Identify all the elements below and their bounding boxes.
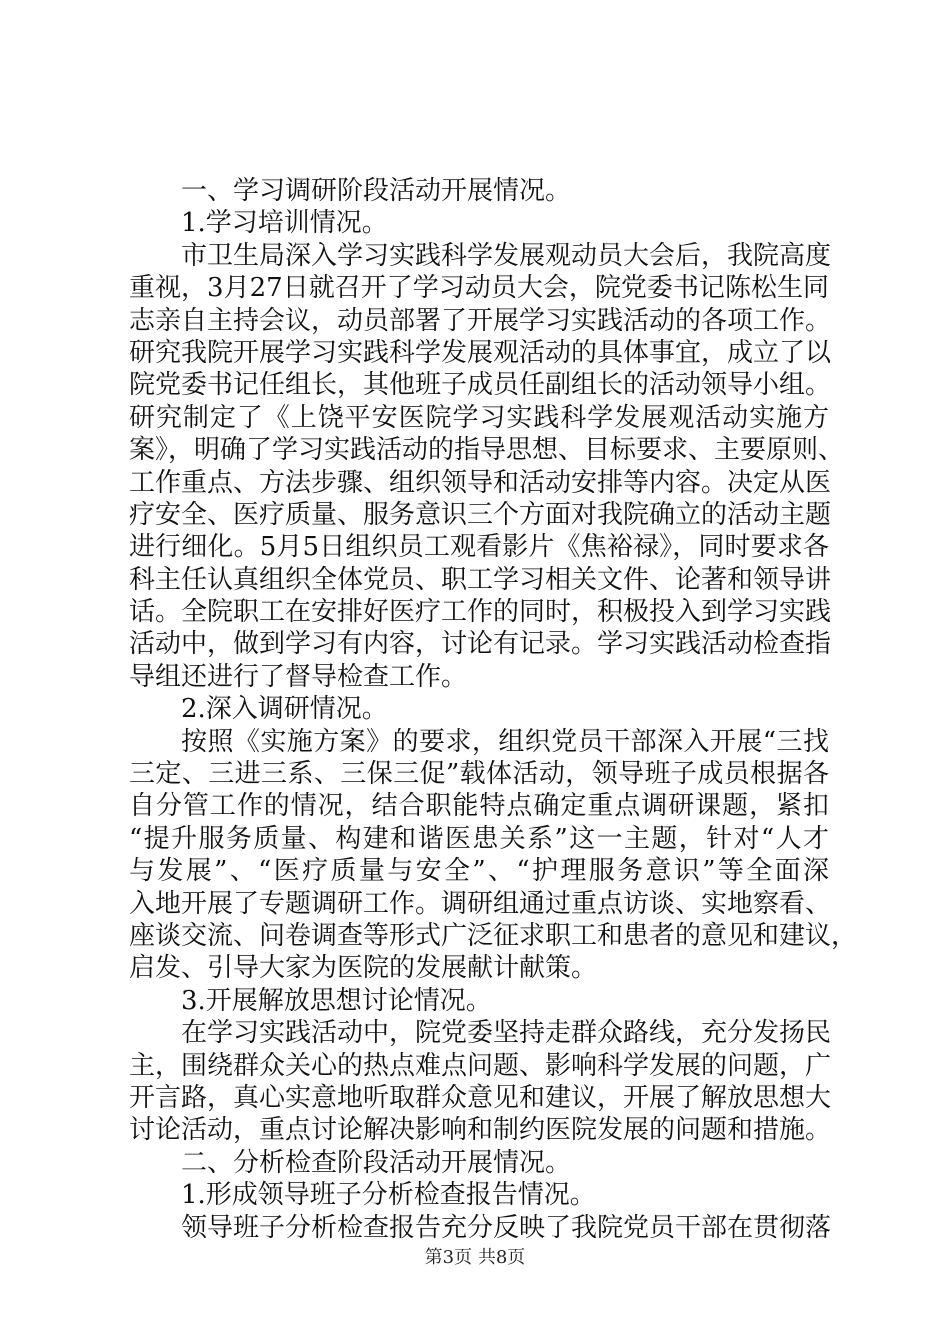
text-line: 按照《实施方案》的要求，组织党员干部深入开展“三找	[181, 726, 829, 757]
text-line: 与发展”、“医疗质量与安全”、“护理服务意识”等全面深	[129, 856, 829, 887]
text-line: 讨论活动，重点讨论解决影响和制约医院发展的问题和措施。	[129, 1115, 832, 1146]
text-line: 启发、引导大家为医院的发展献计献策。	[129, 953, 598, 984]
text-line: 市卫生局深入学习实践科学发展观动员大会后，我院高度	[181, 240, 832, 271]
text-line: 三定、三进三系、三保三促”载体活动，领导班子成员根据各	[129, 759, 829, 790]
page-footer: 第3页 共8页	[424, 1247, 526, 1268]
text-line: 话。全院职工在安排好医疗工作的同时，积极投入到学习实践	[129, 597, 832, 628]
text-line: 主，围绕群众关心的热点难点问题、影响科学发展的问题，广	[129, 1050, 832, 1081]
text-line: 疗安全、医疗质量、服务意识三个方面对我院确立的活动主题	[129, 499, 832, 530]
text-line: 座谈交流、问卷调查等形式广泛征求职工和患者的意见和建议，	[129, 920, 858, 951]
text-line: 工作重点、方法步骤、组织领导和活动安排等内容。决定从医	[129, 467, 832, 498]
text-line: “提升服务质量、构建和谐医患关系”这一主题，针对“人才	[129, 823, 829, 854]
text-line: 案》，明确了学习实践活动的指导思想、目标要求、主要原则、	[129, 435, 845, 466]
text-line: 2.深入调研情况。	[181, 694, 388, 725]
text-line: 1.形成领导班子分析检查报告情况。	[181, 1180, 596, 1211]
document-body	[129, 175, 858, 1244]
text-line: 科主任认真组织全体党员、职工学习相关文件、论著和领导讲	[129, 564, 832, 595]
text-line: 二、分析检查阶段活动开展情况。	[181, 1147, 572, 1178]
text-line: 领导班子分析检查报告充分反映了我院党员干部在贯彻落	[181, 1212, 832, 1243]
text-line: 3.开展解放思想讨论情况。	[181, 985, 492, 1016]
text-line: 导组还进行了督导检查工作。	[129, 661, 468, 692]
text-line: 进行细化。5月5日组织员工观看影片《焦裕禄》，同时要求各	[129, 532, 829, 563]
text-line: 志亲自主持会议，动员部署了开展学习实践活动的各项工作。	[129, 305, 832, 336]
text-line: 1.学习培训情况。	[181, 208, 388, 239]
text-line: 开言路，真心实意地听取群众意见和建议，开展了解放思想大	[129, 1082, 832, 1113]
text-line: 研究制定了《上饶平安医院学习实践科学发展观活动实施方	[129, 402, 829, 433]
text-line: 院党委书记任组长，其他班子成员任副组长的活动领导小组。	[129, 370, 832, 401]
text-line: 一、学习调研阶段活动开展情况。	[181, 176, 572, 206]
text-line: 重视，3月27日就召开了学习动员大会，院党委书记陈松生同	[129, 273, 829, 304]
text-line: 研究我院开展学习实践科学发展观活动的具体事宜，成立了以	[129, 337, 832, 368]
text-line: 活动中，做到学习有内容，讨论有记录。学习实践活动检查指	[129, 629, 832, 660]
text-line: 在学习实践活动中，院党委坚持走群众路线，充分发扬民	[181, 1018, 832, 1049]
text-line: 自分管工作的情况，结合职能特点确定重点调研课题，紧扣	[129, 791, 829, 822]
text-line: 入地开展了专题调研工作。调研组通过重点访谈、实地察看、	[129, 888, 832, 919]
